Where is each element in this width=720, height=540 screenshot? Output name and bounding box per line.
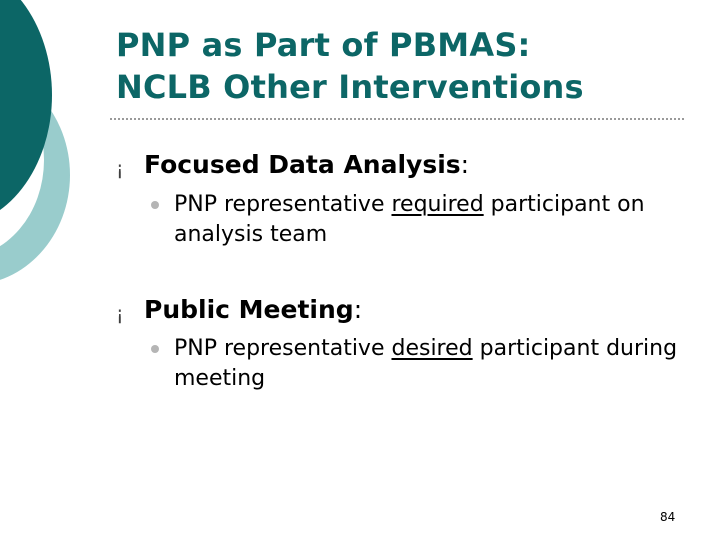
title-line-1: PNP as Part of PBMAS:	[116, 26, 531, 64]
sub-text-after: participant on analysis team	[174, 192, 645, 247]
bullet-circle-icon: ¡	[116, 303, 124, 325]
sub-text-emphasis: required	[391, 192, 484, 217]
heading-text: Focused Data Analysis	[144, 150, 461, 179]
title-line-2: NCLB Other Interventions	[116, 68, 584, 106]
sub-bullet-dot-icon	[151, 345, 159, 353]
heading-colon: :	[460, 150, 470, 179]
sub-text-emphasis: desired	[391, 336, 473, 361]
page-number: 84	[660, 510, 676, 524]
bullet-heading-public-meeting	[144, 295, 362, 325]
sub-text-after: participant during meeting	[174, 336, 678, 391]
heading-colon: :	[353, 295, 363, 324]
sub-bullet-dot-icon	[151, 201, 159, 209]
sub-text-before: PNP representative	[174, 192, 392, 217]
sub-bullet-text	[174, 334, 694, 394]
sub-bullet-text	[174, 190, 694, 250]
title-divider	[110, 118, 684, 120]
bullet-heading-focused-data-analysis	[144, 150, 469, 180]
slide-title	[116, 24, 696, 108]
heading-text: Public Meeting	[144, 295, 354, 324]
sub-text-before: PNP representative	[174, 336, 392, 361]
decorative-circles	[0, 0, 80, 300]
bullet-circle-icon: ¡	[116, 158, 124, 180]
